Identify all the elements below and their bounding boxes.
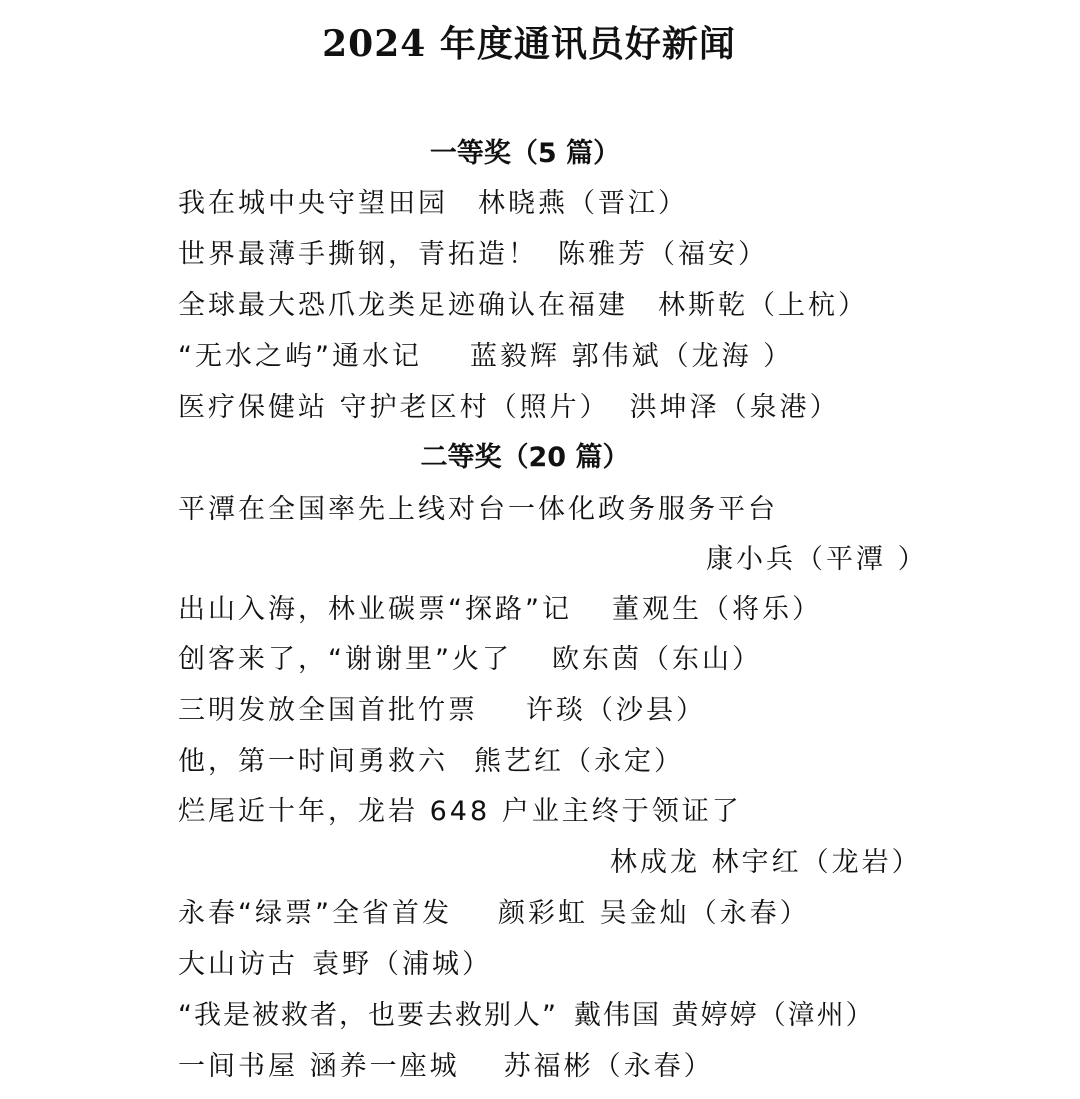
item-author: 陈雅芳（福安） (558, 239, 768, 270)
first-prize-item (178, 235, 768, 275)
page-title: 2024 年度通讯员好新闻 (322, 23, 736, 65)
item-headline: 创客来了，“谢谢里”火了 (178, 644, 512, 675)
item-headline: 出山入海，林业碳票“探路”记 (178, 594, 572, 625)
first-prize-heading: 一等奖（5 篇） (429, 138, 621, 169)
item-headline: 世界最薄手撕钢，青拓造！ (178, 239, 538, 270)
first-prize-item (178, 286, 868, 326)
item-author: 蓝毅辉 郭伟斌（龙海 ） (469, 341, 794, 372)
second-prize-item (178, 691, 706, 731)
second-prize-item (178, 590, 822, 630)
second-prize-item (178, 742, 684, 782)
second-prize-item (178, 1047, 714, 1087)
item-author: 董观生（将乐） (611, 594, 822, 625)
item-author: 欧东茵（东山） (551, 644, 762, 675)
item-headline: 全球最大恐爪龙类足迹确认在福建 (178, 290, 628, 321)
item-author: 袁野（浦城） (312, 949, 492, 980)
first-prize-item (178, 337, 793, 377)
item-headline: 我在城中央守望田园 (178, 188, 448, 219)
item-headline: 一间书屋 涵养一座城 (178, 1051, 460, 1082)
item-author: 许琰（沙县） (526, 695, 706, 726)
first-prize-item (178, 184, 688, 224)
item-author: 颜彩虹 吴金灿（永春） (497, 898, 810, 929)
item-headline: “无水之屿”通水记 (178, 341, 422, 372)
item-headline: 三明发放全国首批竹票 (178, 695, 478, 726)
second-prize-item (178, 945, 492, 985)
second-prize-item (178, 640, 762, 680)
second-prize-item-author: 康小兵（平潭 ） (706, 544, 928, 575)
second-prize-item-author: 林成龙 林宇红（龙岩） (610, 847, 922, 878)
item-headline: “我是被救者，也要去救别人” (178, 1000, 558, 1031)
item-headline: 永春“绿票”全省首发 (178, 898, 452, 929)
item-author: 戴伟国 黄婷婷（漳州） (573, 1000, 875, 1031)
second-prize-item-headline: 烂尾近十年，龙岩 648 户业主终于领证了 (178, 796, 742, 827)
second-prize-item (178, 996, 875, 1036)
item-headline: 医疗保健站 守护老区村（照片） (178, 392, 610, 423)
second-prize-item-headline: 平潭在全国率先上线对台一体化政务服务平台 (178, 494, 778, 525)
item-author: 林晓燕（晋江） (478, 188, 688, 219)
item-author: 熊艺红（永定） (474, 746, 684, 777)
item-author: 林斯乾（上杭） (658, 290, 868, 321)
item-author: 苏福彬（永春） (503, 1051, 714, 1082)
item-headline: 他，第一时间勇救六 (178, 746, 448, 777)
item-headline: 大山访古 (178, 949, 298, 980)
item-author: 洪坤泽（泉港） (629, 392, 840, 423)
second-prize-item (178, 894, 810, 934)
first-prize-item (178, 388, 840, 428)
second-prize-heading: 二等奖（20 篇） (420, 442, 630, 473)
